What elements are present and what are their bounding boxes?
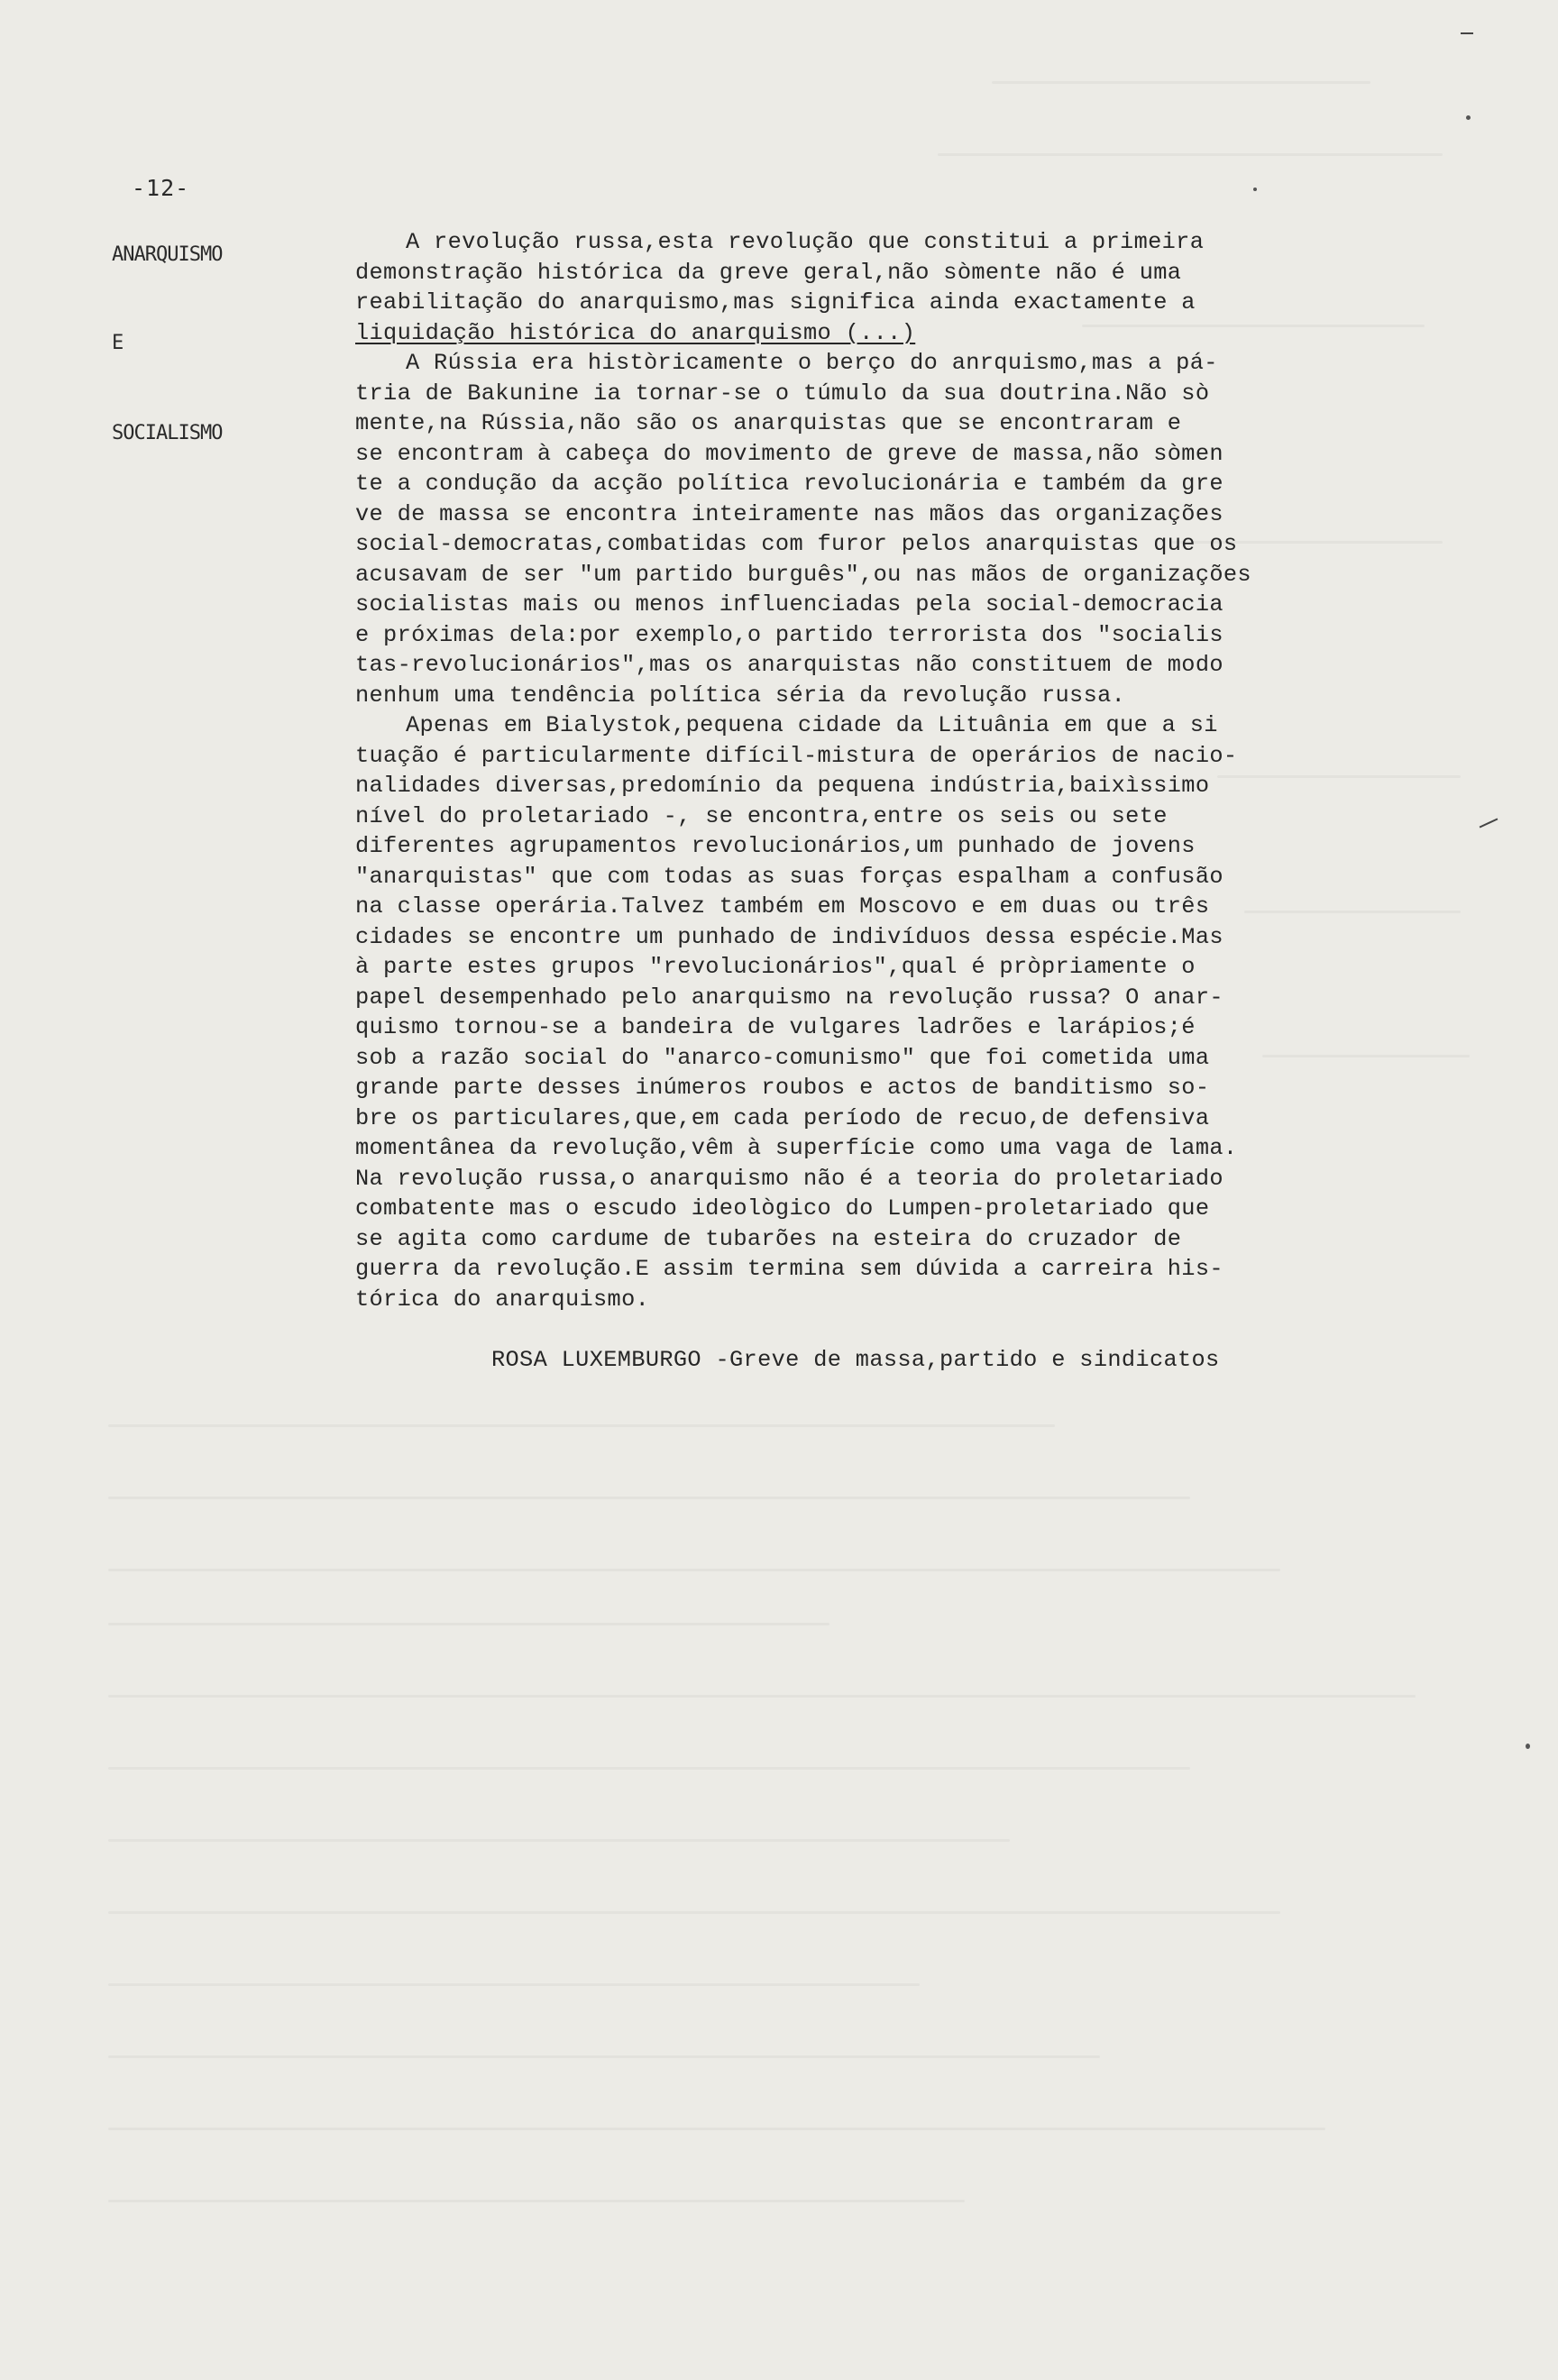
text-line: tórica do anarquismo. bbox=[355, 1286, 650, 1313]
text-line: nalidades diversas,predomínio da pequena indústria,baixìssimo bbox=[355, 773, 1210, 799]
text-line: cidades se encontre um punhado de indivíduos dessa espécie.Mas bbox=[355, 923, 1223, 950]
text-line: papel desempenhado pelo anarquismo na revolução russa? O anar- bbox=[355, 984, 1223, 1011]
text-line: te a condução da acção política revolucionária e também da gre bbox=[355, 471, 1223, 497]
text-line: A revolução russa,esta revolução que constitui a primeira bbox=[406, 229, 1205, 255]
text-line: socialistas mais ou menos influenciadas pela social-democracia bbox=[355, 591, 1223, 618]
text-line: combatente mas o escudo ideològico do Lumpen-proletariado que bbox=[355, 1195, 1210, 1222]
stray-mark bbox=[1461, 32, 1473, 34]
text-line: se agita como cardume de tubarões na esteira do cruzador de bbox=[355, 1225, 1182, 1252]
text-line: bre os particulares,que,em cada período de recuo,de defensiva bbox=[355, 1104, 1210, 1131]
quotation-body bbox=[355, 227, 1397, 1314]
source-attribution: ROSA LUXEMBURGO -Greve de massa,partido e sindicatos bbox=[491, 1347, 1220, 1373]
text-line: Apenas em Bialystok,pequena cidade da Lituânia em que a si bbox=[406, 712, 1218, 738]
text-line: nenhum uma tendência política séria da revolução russa. bbox=[355, 682, 1126, 709]
margin-note-e: E bbox=[112, 332, 124, 354]
underlined-phrase: liquidação histórica do anarquismo (...) bbox=[355, 319, 916, 346]
margin-note-socialismo: SOCIALISMO bbox=[112, 422, 223, 444]
text-line: na classe operária.Talvez também em Moscovo e em duas ou três bbox=[355, 893, 1210, 920]
text-line: social-democratas,combatidas com furor pelos anarquistas que os bbox=[355, 531, 1238, 557]
text-line bbox=[355, 318, 1397, 349]
text-line: "anarquistas" que com todas as suas forças espalham a confusão bbox=[355, 863, 1223, 890]
text-line: e próximas dela:por exemplo,o partido terrorista dos "socialis bbox=[355, 621, 1223, 648]
text-line: Na revolução russa,o anarquismo não é a teoria do proletariado bbox=[355, 1165, 1223, 1192]
text-line: nível do proletariado -, se encontra,entre os seis ou sete bbox=[355, 802, 1168, 829]
text-line: guerra da revolução.E assim termina sem dúvida a carreira his- bbox=[355, 1256, 1223, 1282]
page-number: -12- bbox=[132, 175, 190, 201]
stray-mark bbox=[1480, 818, 1498, 828]
text-line: tuação é particularmente difícil-mistura de operários de nacio- bbox=[355, 742, 1238, 769]
text-line: sob a razão social do "anarco-comunismo" que foi cometida uma bbox=[355, 1044, 1210, 1071]
text-line: quismo tornou-se a bandeira de vulgares ladrões e larápios;é bbox=[355, 1014, 1196, 1040]
text-line: ve de massa se encontra inteiramente nas mãos das organizações bbox=[355, 500, 1223, 527]
text-line: A Rússia era històricamente o berço do anrquismo,mas a pá- bbox=[406, 350, 1218, 376]
stray-mark bbox=[1466, 115, 1471, 120]
text-line: tas-revolucionários",mas os anarquistas não constituem de modo bbox=[355, 652, 1223, 678]
text-line: reabilitação do anarquismo,mas significa ainda exactamente a bbox=[355, 289, 1196, 316]
text-line: diferentes agrupamentos revolucionários,um punhado de jovens bbox=[355, 833, 1196, 859]
text-line: momentânea da revolução,vêm à superfície como uma vaga de lama. bbox=[355, 1135, 1238, 1161]
stray-mark bbox=[1253, 188, 1257, 191]
text-line: demonstração histórica da greve geral,não sòmente não é uma bbox=[355, 259, 1182, 286]
margin-note-anarquismo: ANARQUISMO bbox=[112, 243, 223, 266]
text-line: acusavam de ser "um partido burguês",ou nas mãos de organizações bbox=[355, 561, 1251, 588]
text-line: mente,na Rússia,não são os anarquistas que se encontraram e bbox=[355, 410, 1182, 436]
text-line: se encontram à cabeça do movimento de greve de massa,não sòmen bbox=[355, 440, 1223, 467]
text-line: à parte estes grupos "revolucionários",qual é pròpriamente o bbox=[355, 954, 1196, 980]
text-line: tria de Bakunine ia tornar-se o túmulo da sua doutrina.Não sò bbox=[355, 380, 1210, 407]
text-line: grande parte desses inúmeros roubos e actos de banditismo so- bbox=[355, 1075, 1210, 1101]
stray-mark bbox=[1526, 1744, 1530, 1749]
